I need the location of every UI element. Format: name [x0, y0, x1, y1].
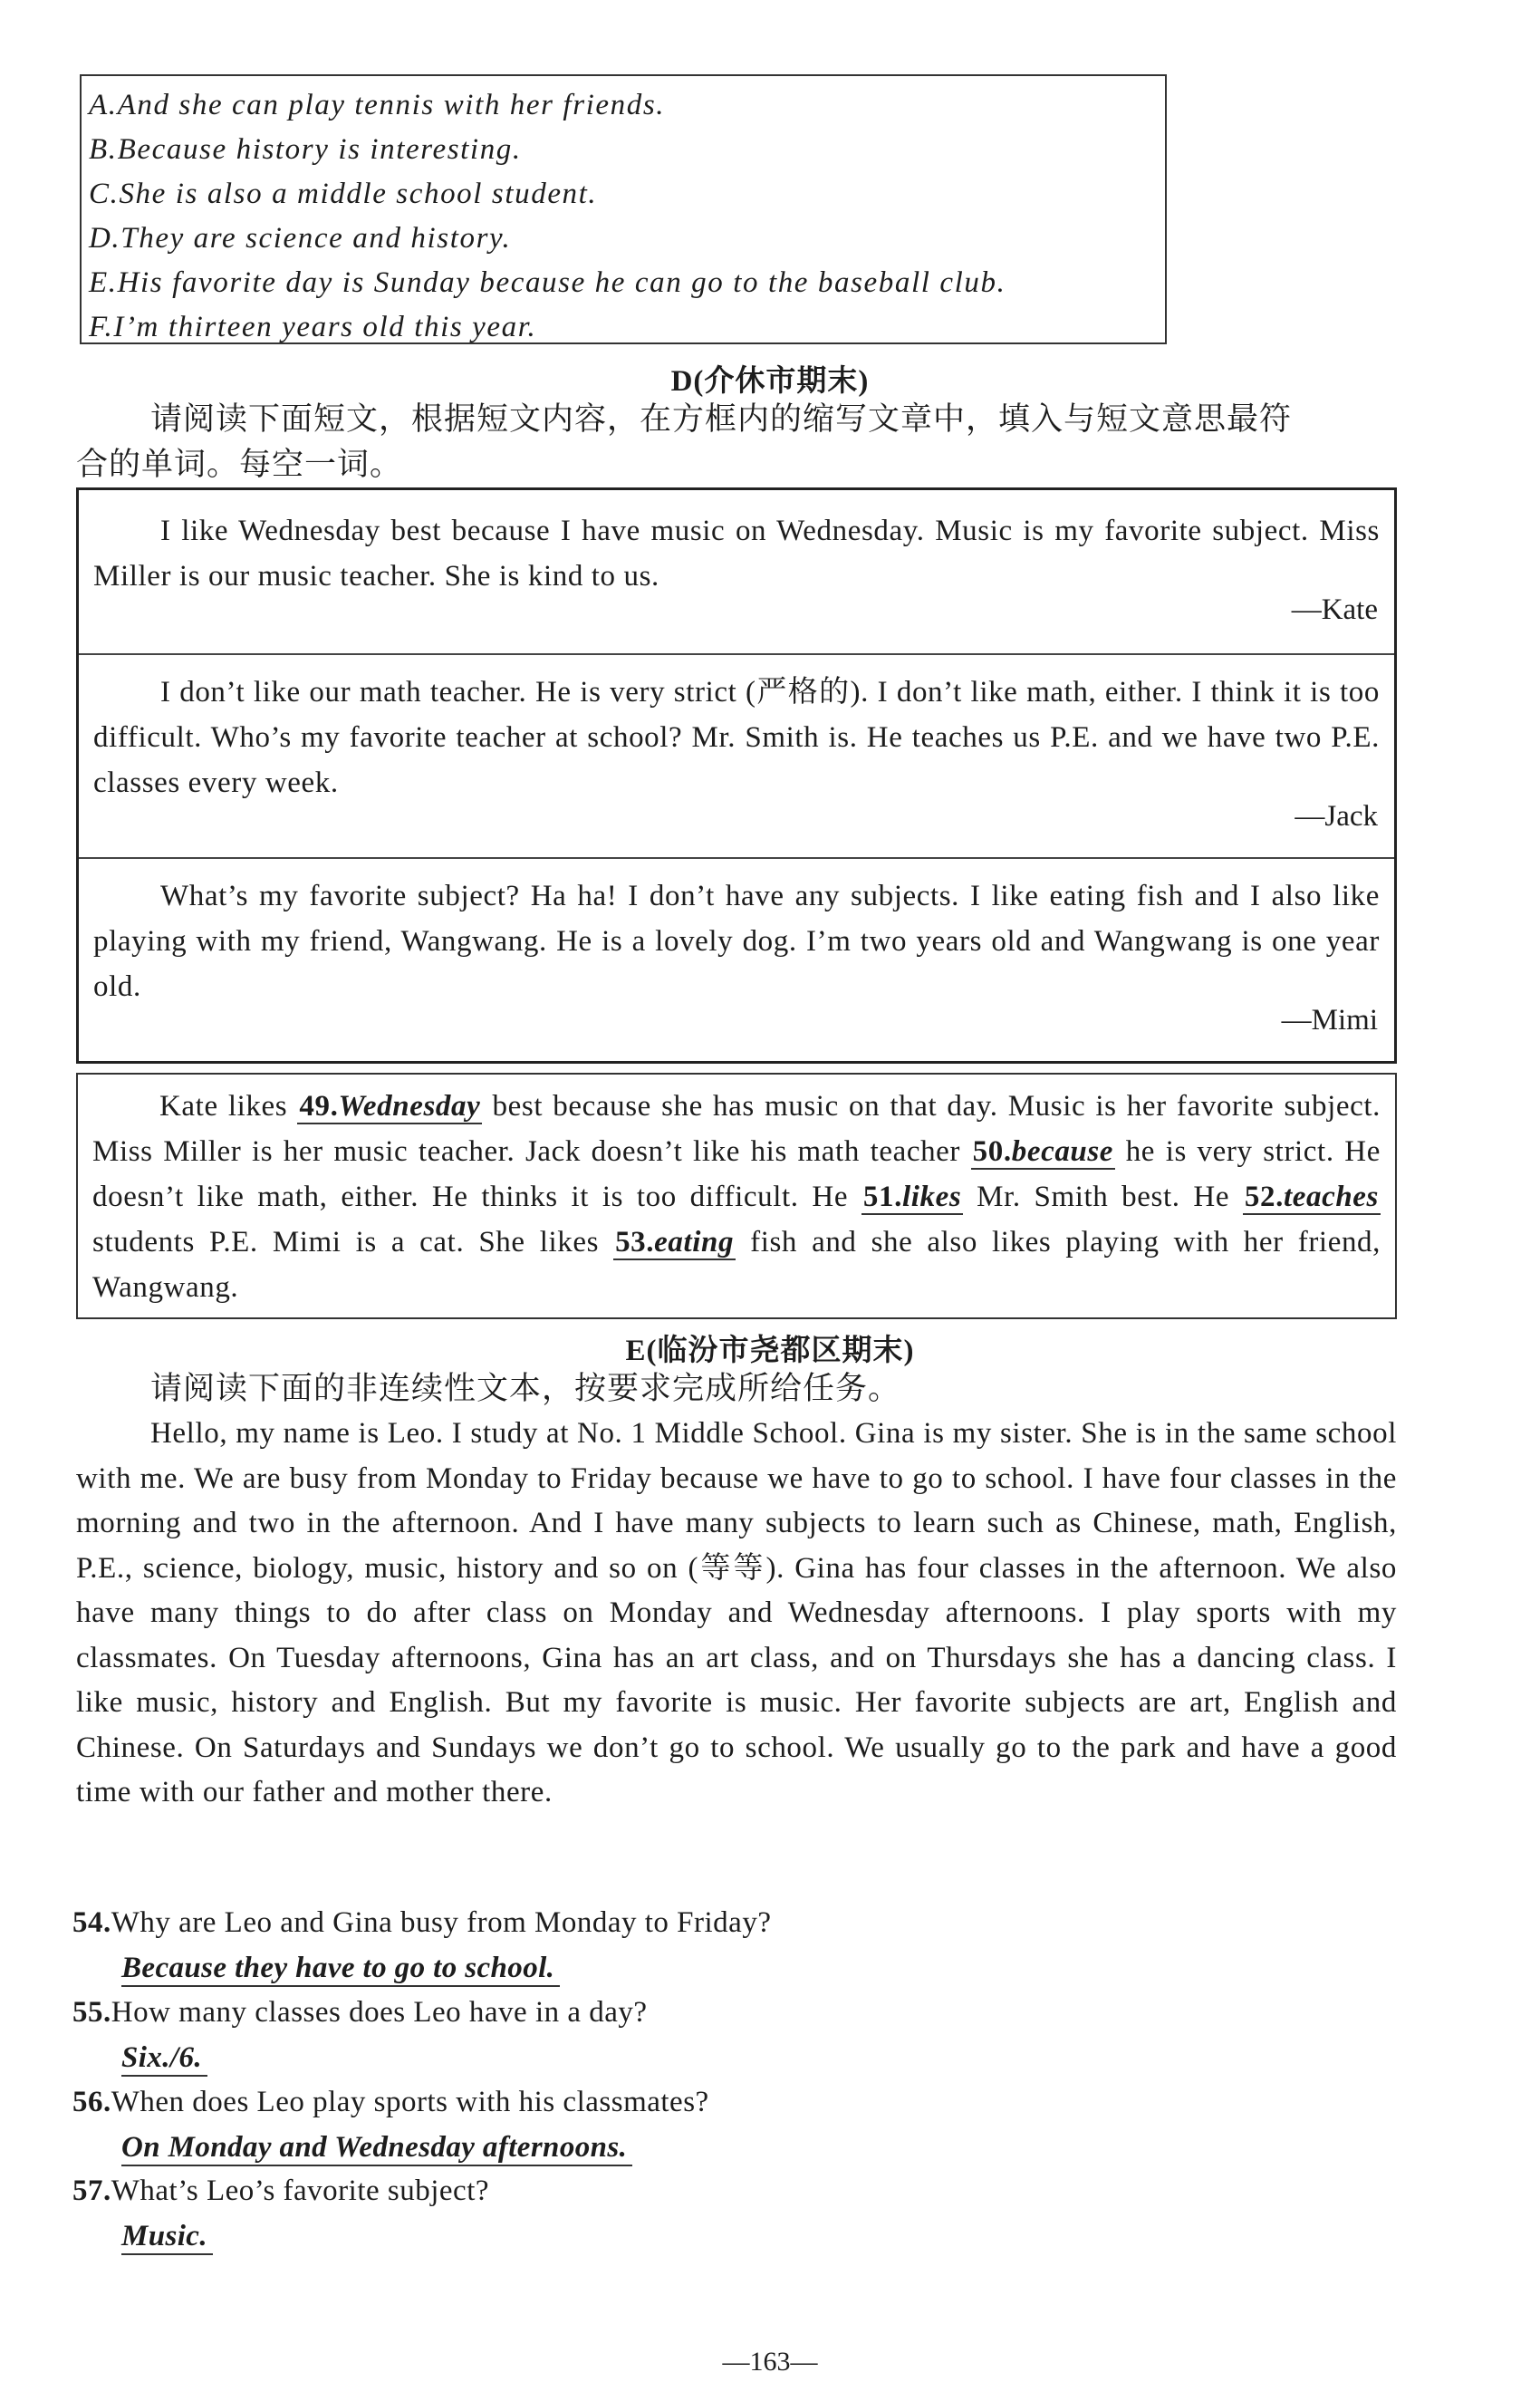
passage-mimi	[79, 859, 1394, 1064]
passage-jack-text: I don’t like our math teacher. He is very strict (严格的). I don’t like math, either. I think it is too difficult. Who’s my favorite teacher at school? Mr. Smith is. He teaches us P.E. and we have two P.E. classes every week.	[93, 676, 1380, 799]
question-55: 55.How many classes does Leo have in a day?	[72, 1996, 648, 2029]
passage-kate-signature: —Kate	[1291, 593, 1378, 626]
section-d-instruction-line2: 合的单词。每空一词。	[76, 447, 403, 482]
summary-text: fish and she also likes playing with her friend, Wangwang.	[92, 1226, 1381, 1304]
answer-54: Because they have to go to school.	[121, 1952, 560, 1987]
option-a: A.And she can play tennis with her friends.	[89, 89, 666, 121]
section-e-heading: E(临汾市尧都区期末)	[625, 1335, 915, 1367]
question-54: 54.Why are Leo and Gina busy from Monday to Friday?	[72, 1906, 772, 1939]
option-c: C.She is also a middle school student.	[89, 178, 598, 210]
answer-55: Six./6.	[121, 2041, 207, 2077]
section-d-heading: D(介休市期末)	[670, 365, 870, 398]
blank-52: 52.teaches	[1244, 1181, 1379, 1213]
section-d-instruction-line1: 请阅读下面短文，根据短文内容，在方框内的缩写文章中，填入与短文意思最符	[150, 401, 1293, 437]
section-e-passage-text: Hello, my name is Leo. I study at No. 1 Middle School. Gina is my sister. She is in the same school with me. We are busy from Monday to Friday because we have to go to school. I have four classes in the morning and two in the afternoon. And I have many subjects to learn such as Chinese, math, English, P.E., science, biology, music, history and so on (等等). Gina has four classes in the afternoon. We also have many things to do after class on Monday and Wednesday afternoons. I play sports with my classmates. On Tuesday afternoons, Gina has an art class, and on Thursdays she has a dancing class. I like music, history and English. But my favorite is music. Her favorite subjects are art, English and Chinese. On Saturdays and Sundays we don’t go to school. We usually go to the park and have a good time with our father and mother there.	[76, 1417, 1397, 1808]
option-f: F.I’m thirteen years old this year.	[89, 311, 537, 343]
passage-kate-text: I like Wednesday best because I have music on Wednesday. Music is my favorite subject. Miss Miller is our music teacher. She is kind to us.	[93, 515, 1380, 593]
summary-text: he is very strict. He doesn’t like math, either. He thinks it is too difficult. He	[92, 1135, 1381, 1213]
option-e: E.His favorite day is Sunday because he can go to the baseball club.	[89, 266, 1006, 299]
summary-text: best because she has music on that day. Music is her favorite subject. Miss Miller is her music teacher. Jack doesn’t like his math teacher	[92, 1090, 1381, 1168]
blank-53: 53.eating	[615, 1226, 735, 1259]
section-e-instruction: 请阅读下面的非连续性文本，按要求完成所给任务。	[150, 1371, 901, 1406]
question-56: 56.When does Leo play sports with his classmates?	[72, 2086, 709, 2118]
passage-kate	[79, 490, 1394, 655]
question-57: 57.What’s Leo’s favorite subject?	[72, 2175, 490, 2207]
summary-text: Kate likes	[159, 1090, 298, 1123]
passage-mimi-text: What’s my favorite subject? Ha ha! I don’t have any subjects. I like eating fish and I also like playing with my friend, Wangwang. He is a lovely dog. I’m two years old and Wangwang is one year old.	[93, 880, 1380, 1003]
blank-51: 51.likes	[862, 1181, 962, 1213]
answer-56: On Monday and Wednesday afternoons.	[121, 2131, 632, 2166]
option-b: B.Because history is interesting.	[89, 133, 522, 166]
blank-50: 50.because	[972, 1135, 1114, 1168]
summary-box	[76, 1073, 1397, 1319]
summary-text: Mr. Smith best. He	[963, 1181, 1243, 1213]
passage-jack-signature: —Jack	[1295, 800, 1378, 833]
passage-mimi-signature: —Mimi	[1281, 1004, 1378, 1037]
passage-jack	[79, 655, 1394, 859]
options-box	[80, 74, 1167, 344]
answer-57: Music.	[121, 2220, 213, 2255]
blank-49: 49.Wednesday	[299, 1090, 481, 1123]
option-d: D.They are science and history.	[89, 222, 512, 255]
passages-table	[76, 487, 1397, 1064]
section-e-passage	[76, 1412, 1397, 1816]
summary-text: students P.E. Mimi is a cat. She likes	[92, 1226, 614, 1259]
page-number: —163—	[722, 2347, 818, 2377]
